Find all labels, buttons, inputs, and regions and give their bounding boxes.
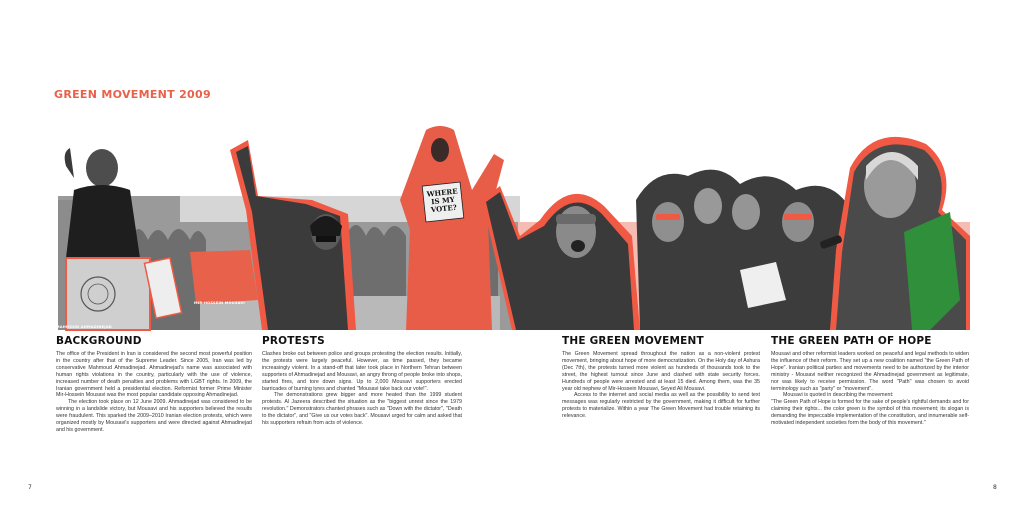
section-paragraph: Access to the internet and social media as well as the possibility to send text messages was regularly restricted by the government, making it difficult for further protests to materialize. Within a year The Green Movement had trouble retaining its relevance. — [562, 392, 760, 420]
section-heading: THE GREEN PATH OF HOPE — [771, 335, 932, 347]
page-number-left: 7 — [28, 484, 32, 491]
sign-text: WHERE IS MY VOTE? — [426, 186, 458, 215]
section-heading: PROTESTS — [262, 335, 325, 347]
mousavi-photo — [819, 137, 970, 330]
section-paragraph: The Green Movement spread throughout the nation as a non-violent protest movement, bringing about hope of more democratization. On the Holy day of Ashura (Dec 7th), the protests turned more violent as hundreds of thousands took to the street, the highest turnout since June and clashed with state security forces. Hundreds of people were arrested and at least 15 died. Among them, was the 35 year old nephew of Mir-Hossein Mousavi, Seyed Ali Mousavi. — [562, 351, 760, 392]
section-protests — [262, 335, 462, 427]
section-green-movement — [562, 335, 760, 420]
section-paragraph: The demonstrations grew bigger and more heated than the 1999 student protests. Al Jazeera described the situation as the "biggest unrest since the 1979 revolution." Demonstrators chanted phrases such as "Down with the dictator", "Death to the dictator", and "Give us our votes back". Mousavi urged for calm and asked that his supporters refrain from acts of violence. — [262, 392, 462, 427]
caption-ahmadinejad: MAHMOUD AHMADINEJAD — [56, 325, 112, 329]
section-paragraph: Clashes broke out between police and groups protesting the election results. Initially, the protests were largely peaceful. However, as time passed, they became increasingly violent. In a stand-off that later took place in Northern Tehran between supporters of Ahmadinejad and Mousavi, an angry throng of people broke into shops, started fires, and tore down signs. Up to 2,000 Mousavi supporters erected barricades of burning tyres and chanted "Mousavi take back our vote!". — [262, 351, 462, 392]
red-sunglasses — [656, 214, 680, 220]
section-green-path-of-hope — [771, 335, 969, 427]
section-heading: BACKGROUND — [56, 335, 142, 347]
section-paragraph: Mousavi is quoted in describing the movement: — [783, 392, 894, 399]
red-banner — [190, 250, 258, 304]
caption-mousavi: MIR-HOSSEIN MOUSAVI — [194, 301, 245, 305]
page-title: GREEN MOVEMENT 2009 — [54, 88, 211, 101]
section-paragraph: Mousavi and other reformist leaders worked on peaceful and legal methods to widen the influence of their reform. They set up a new coalition named "the Green Path of Hope". Iranian political parties and movements need to be authorized by the interior ministry - Mousavi neither recognized the Ahmadinejad government as legitimate, nor was likely to receive permission. The word "Path" was chosen to avoid terminology such as "party" or "movement". — [771, 351, 969, 392]
section-paragraph: The office of the President in Iran is considered the second most powerful position in the country after that of the Supreme Leader. Since 2005, Iran was led by conservative Mahmoud Ahmadinejad. Ahmadinejad's name was associated with human rights violations in the country, particularly with the use of violence, increased number of death penalties and problems with LGBT rights. In 2009, the Iranian government held a presidential election. Reformist former Prime Minister Mir-Hossein Mousavi was the most popular candidate opposing Ahmadinejad. — [56, 351, 252, 399]
women-group-photo — [636, 170, 850, 330]
section-paragraph: "The Green Path of Hope is formed for the sake of people's rightful demands and for claiming their rights... the color green is the symbol of this movement; its slogan is demanding the impeccable implementation of the constitution, and innumerable self-motivated independent societies form the body of this movement." — [771, 399, 969, 427]
page-number-right: 8 — [993, 484, 997, 491]
section-background — [56, 335, 252, 434]
section-heading: THE GREEN MOVEMENT — [562, 335, 704, 347]
section-paragraph: The election took place on 12 June 2009. Ahmadinejad was considered to be winning in a landslide victory, but Mousavi and his supporters believed the results were fraudulent. This sparked the 2009–2010 Iranian election protests, which were organized mostly by Mousavi's supporters and were directed against Ahmadinejad and his government. — [56, 399, 252, 433]
